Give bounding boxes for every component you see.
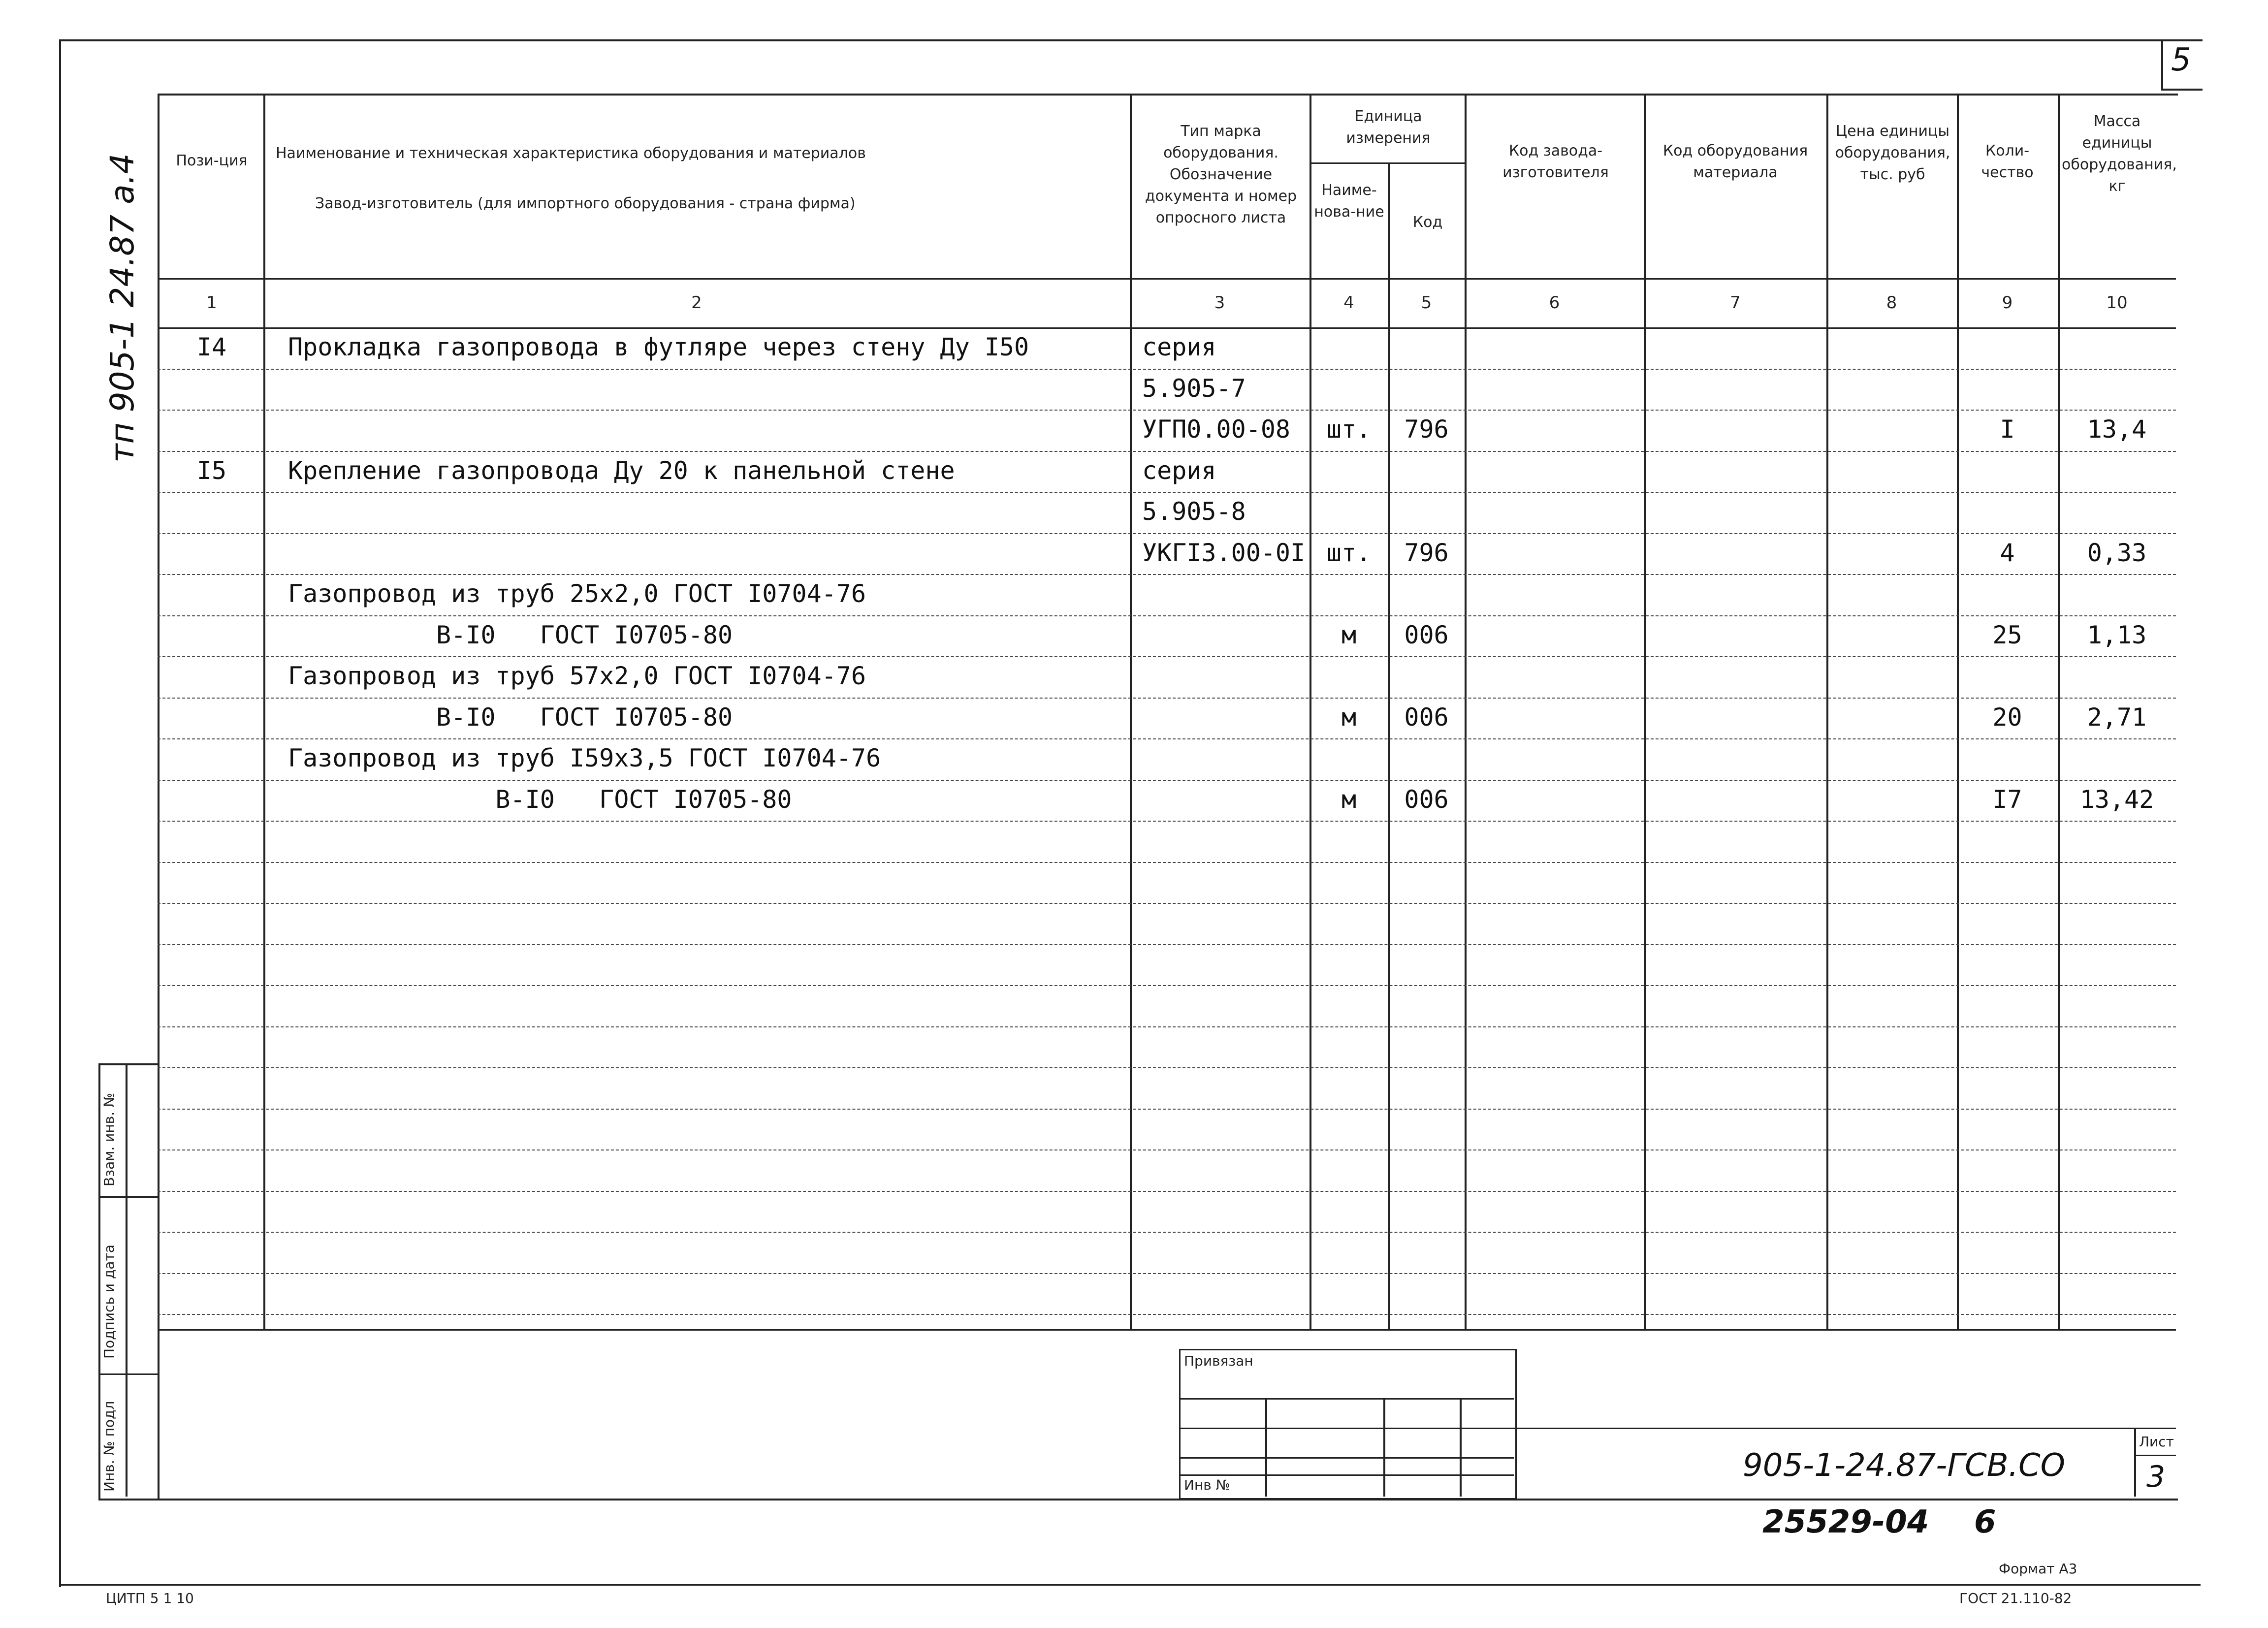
page-number: 5 <box>2171 42 2191 78</box>
sheet-box-line <box>2134 1455 2176 1456</box>
header-qty: Коли-чество <box>1981 142 2034 181</box>
privyazan-col-2 <box>1383 1398 1385 1497</box>
cell-mass: 2,71 <box>2087 703 2147 732</box>
inv-label: Инв № <box>1184 1477 1230 1493</box>
colnum-bottom-line <box>158 327 2176 329</box>
row-line <box>158 1149 2176 1150</box>
side-label-inv: Инв. № подл <box>101 1401 117 1492</box>
colnum-2: 2 <box>691 293 702 313</box>
row-line <box>158 698 2176 699</box>
row-line <box>158 862 2176 863</box>
header-unit-code: Код <box>1412 214 1443 231</box>
cell-code: 006 <box>1404 621 1449 649</box>
cell-type: серия <box>1142 456 1216 485</box>
side-label-podpis: Подпись и дата <box>101 1245 117 1359</box>
row-line <box>158 821 2176 822</box>
sheet-label: Лист <box>2139 1434 2174 1450</box>
colnum-1: 1 <box>206 293 217 313</box>
cell-type: УКГI3.00-0I <box>1142 539 1306 567</box>
cell-qty: I <box>2000 415 2015 444</box>
footer-left: ЦИТП 5 1 10 <box>106 1590 194 1606</box>
cell-pos: I4 <box>196 333 227 361</box>
header-unit: Единица измерения <box>1346 108 1431 147</box>
privyazan-line-1 <box>1179 1398 1514 1400</box>
header-type: Тип марка оборудования. Обозначение документа и номер опросного листа <box>1145 123 1297 226</box>
doc-code: 905-1-24.87-ГСВ.СО <box>1743 1447 2066 1484</box>
unit-split-line <box>1310 162 1465 164</box>
sheet-number: 3 <box>2146 1460 2166 1494</box>
cell-unit: м <box>1341 621 1357 649</box>
colnum-5: 5 <box>1421 293 1432 313</box>
cell-qty: 4 <box>2000 539 2015 567</box>
row-line <box>158 451 2176 452</box>
cell-unit: шт. <box>1326 415 1372 444</box>
colnum-6: 6 <box>1549 293 1560 313</box>
cell-name: В-I0 ГОСТ I0705-80 <box>288 785 792 814</box>
stamp-top-line <box>1514 1428 2176 1429</box>
header-bottom-line <box>158 278 2176 280</box>
row-line <box>158 1191 2176 1192</box>
row-line <box>158 574 2176 575</box>
row-line <box>158 1273 2176 1274</box>
header-maker-code: Код завода-изготовителя <box>1502 142 1609 181</box>
row-line <box>158 1232 2176 1233</box>
colnum-3: 3 <box>1214 293 1225 313</box>
cell-qty: I7 <box>1992 785 2022 814</box>
cell-mass: 1,13 <box>2087 621 2147 649</box>
row-line <box>158 780 2176 781</box>
cell-pos: I5 <box>196 456 227 485</box>
colnum-9: 9 <box>2002 293 2013 313</box>
side-code: тп 905-1 24.87 а.4 <box>103 153 141 463</box>
cell-name: Крепление газопровода Ду 20 к панельной стене <box>288 456 955 485</box>
header-name-line2: Завод-изготовитель (для импортного оборудования - страна фирма) <box>315 195 856 212</box>
side-label-vzam: Взам. инв. № <box>101 1092 117 1186</box>
cell-type: 5.905-7 <box>1142 374 1246 403</box>
row-line <box>158 1314 2176 1315</box>
cell-mass: 0,33 <box>2087 539 2147 567</box>
cell-name: Газопровод из труб 57х2,0 ГОСТ I0704-76 <box>288 662 866 690</box>
cell-name: В-I0 ГОСТ I0705-80 <box>288 621 733 649</box>
row-line <box>158 533 2176 534</box>
colnum-10: 10 <box>2106 293 2128 313</box>
side-strip-line-1 <box>98 1196 158 1198</box>
gost-label: ГОСТ 21.110-82 <box>1959 1590 2072 1606</box>
header-price: Цена единицы оборудования, тыс. руб <box>1835 123 1950 183</box>
cell-mass: 13,4 <box>2087 415 2147 444</box>
cell-unit: шт. <box>1326 539 1372 567</box>
format-label: Формат А3 <box>1999 1561 2077 1577</box>
row-line <box>158 1026 2176 1027</box>
row-line <box>158 369 2176 370</box>
row-line <box>158 944 2176 945</box>
col-line-4 <box>1388 162 1390 1329</box>
privyazan-line-2 <box>1179 1428 1514 1429</box>
cell-qty: 25 <box>1992 621 2022 649</box>
privyazan-col-1 <box>1265 1398 1267 1497</box>
table-bottom-line <box>158 1329 2176 1331</box>
cell-unit: м <box>1341 703 1357 732</box>
header-pos: Пози-ция <box>176 152 248 169</box>
colnum-8: 8 <box>1886 293 1897 313</box>
cell-code: 006 <box>1404 703 1449 732</box>
cell-code: 796 <box>1404 539 1449 567</box>
row-line <box>158 410 2176 411</box>
row-line <box>158 985 2176 986</box>
cell-code: 006 <box>1404 785 1449 814</box>
header-mass: Масса единицы оборудования, кг <box>2062 113 2177 195</box>
archive-sheet: 6 <box>1974 1504 1996 1540</box>
header-name-line1: Наименование и техническая характеристика оборудования и материалов <box>276 145 866 162</box>
privyazan-col-3 <box>1460 1398 1462 1497</box>
cell-name: Газопровод из труб I59х3,5 ГОСТ I0704-76 <box>288 744 881 772</box>
privyazan-line-3 <box>1179 1457 1514 1459</box>
row-line <box>158 1067 2176 1068</box>
cell-type: 5.905-8 <box>1142 497 1246 526</box>
privyazan-line-4 <box>1179 1474 1514 1476</box>
cell-type: серия <box>1142 333 1216 361</box>
header-equip-code: Код оборудования материала <box>1662 142 1808 181</box>
cell-type: УГП0.00-08 <box>1142 415 1291 444</box>
privyazan-label: Привязан <box>1184 1353 1253 1369</box>
colnum-7: 7 <box>1730 293 1741 313</box>
cell-code: 796 <box>1404 415 1449 444</box>
cell-name: В-I0 ГОСТ I0705-80 <box>288 703 733 732</box>
cell-qty: 20 <box>1992 703 2022 732</box>
row-line <box>158 738 2176 739</box>
row-line <box>158 492 2176 493</box>
row-line <box>158 903 2176 904</box>
cell-name: Газопровод из труб 25х2,0 ГОСТ I0704-76 <box>288 579 866 608</box>
cell-unit: м <box>1341 785 1357 814</box>
row-line <box>158 615 2176 616</box>
side-strip-line-2 <box>98 1373 158 1375</box>
row-line <box>158 656 2176 657</box>
archive-number: 25529-04 <box>1762 1504 1929 1540</box>
side-strip-divider <box>126 1063 128 1497</box>
row-line <box>158 1109 2176 1110</box>
colnum-4: 4 <box>1343 293 1354 313</box>
outer-frame-bottom <box>59 1584 2201 1586</box>
cell-mass: 13,42 <box>2079 785 2154 814</box>
cell-name: Прокладка газопровода в футляре через стену Ду I50 <box>288 333 1029 361</box>
header-unit-name: Наиме-нова-ние <box>1314 182 1384 221</box>
